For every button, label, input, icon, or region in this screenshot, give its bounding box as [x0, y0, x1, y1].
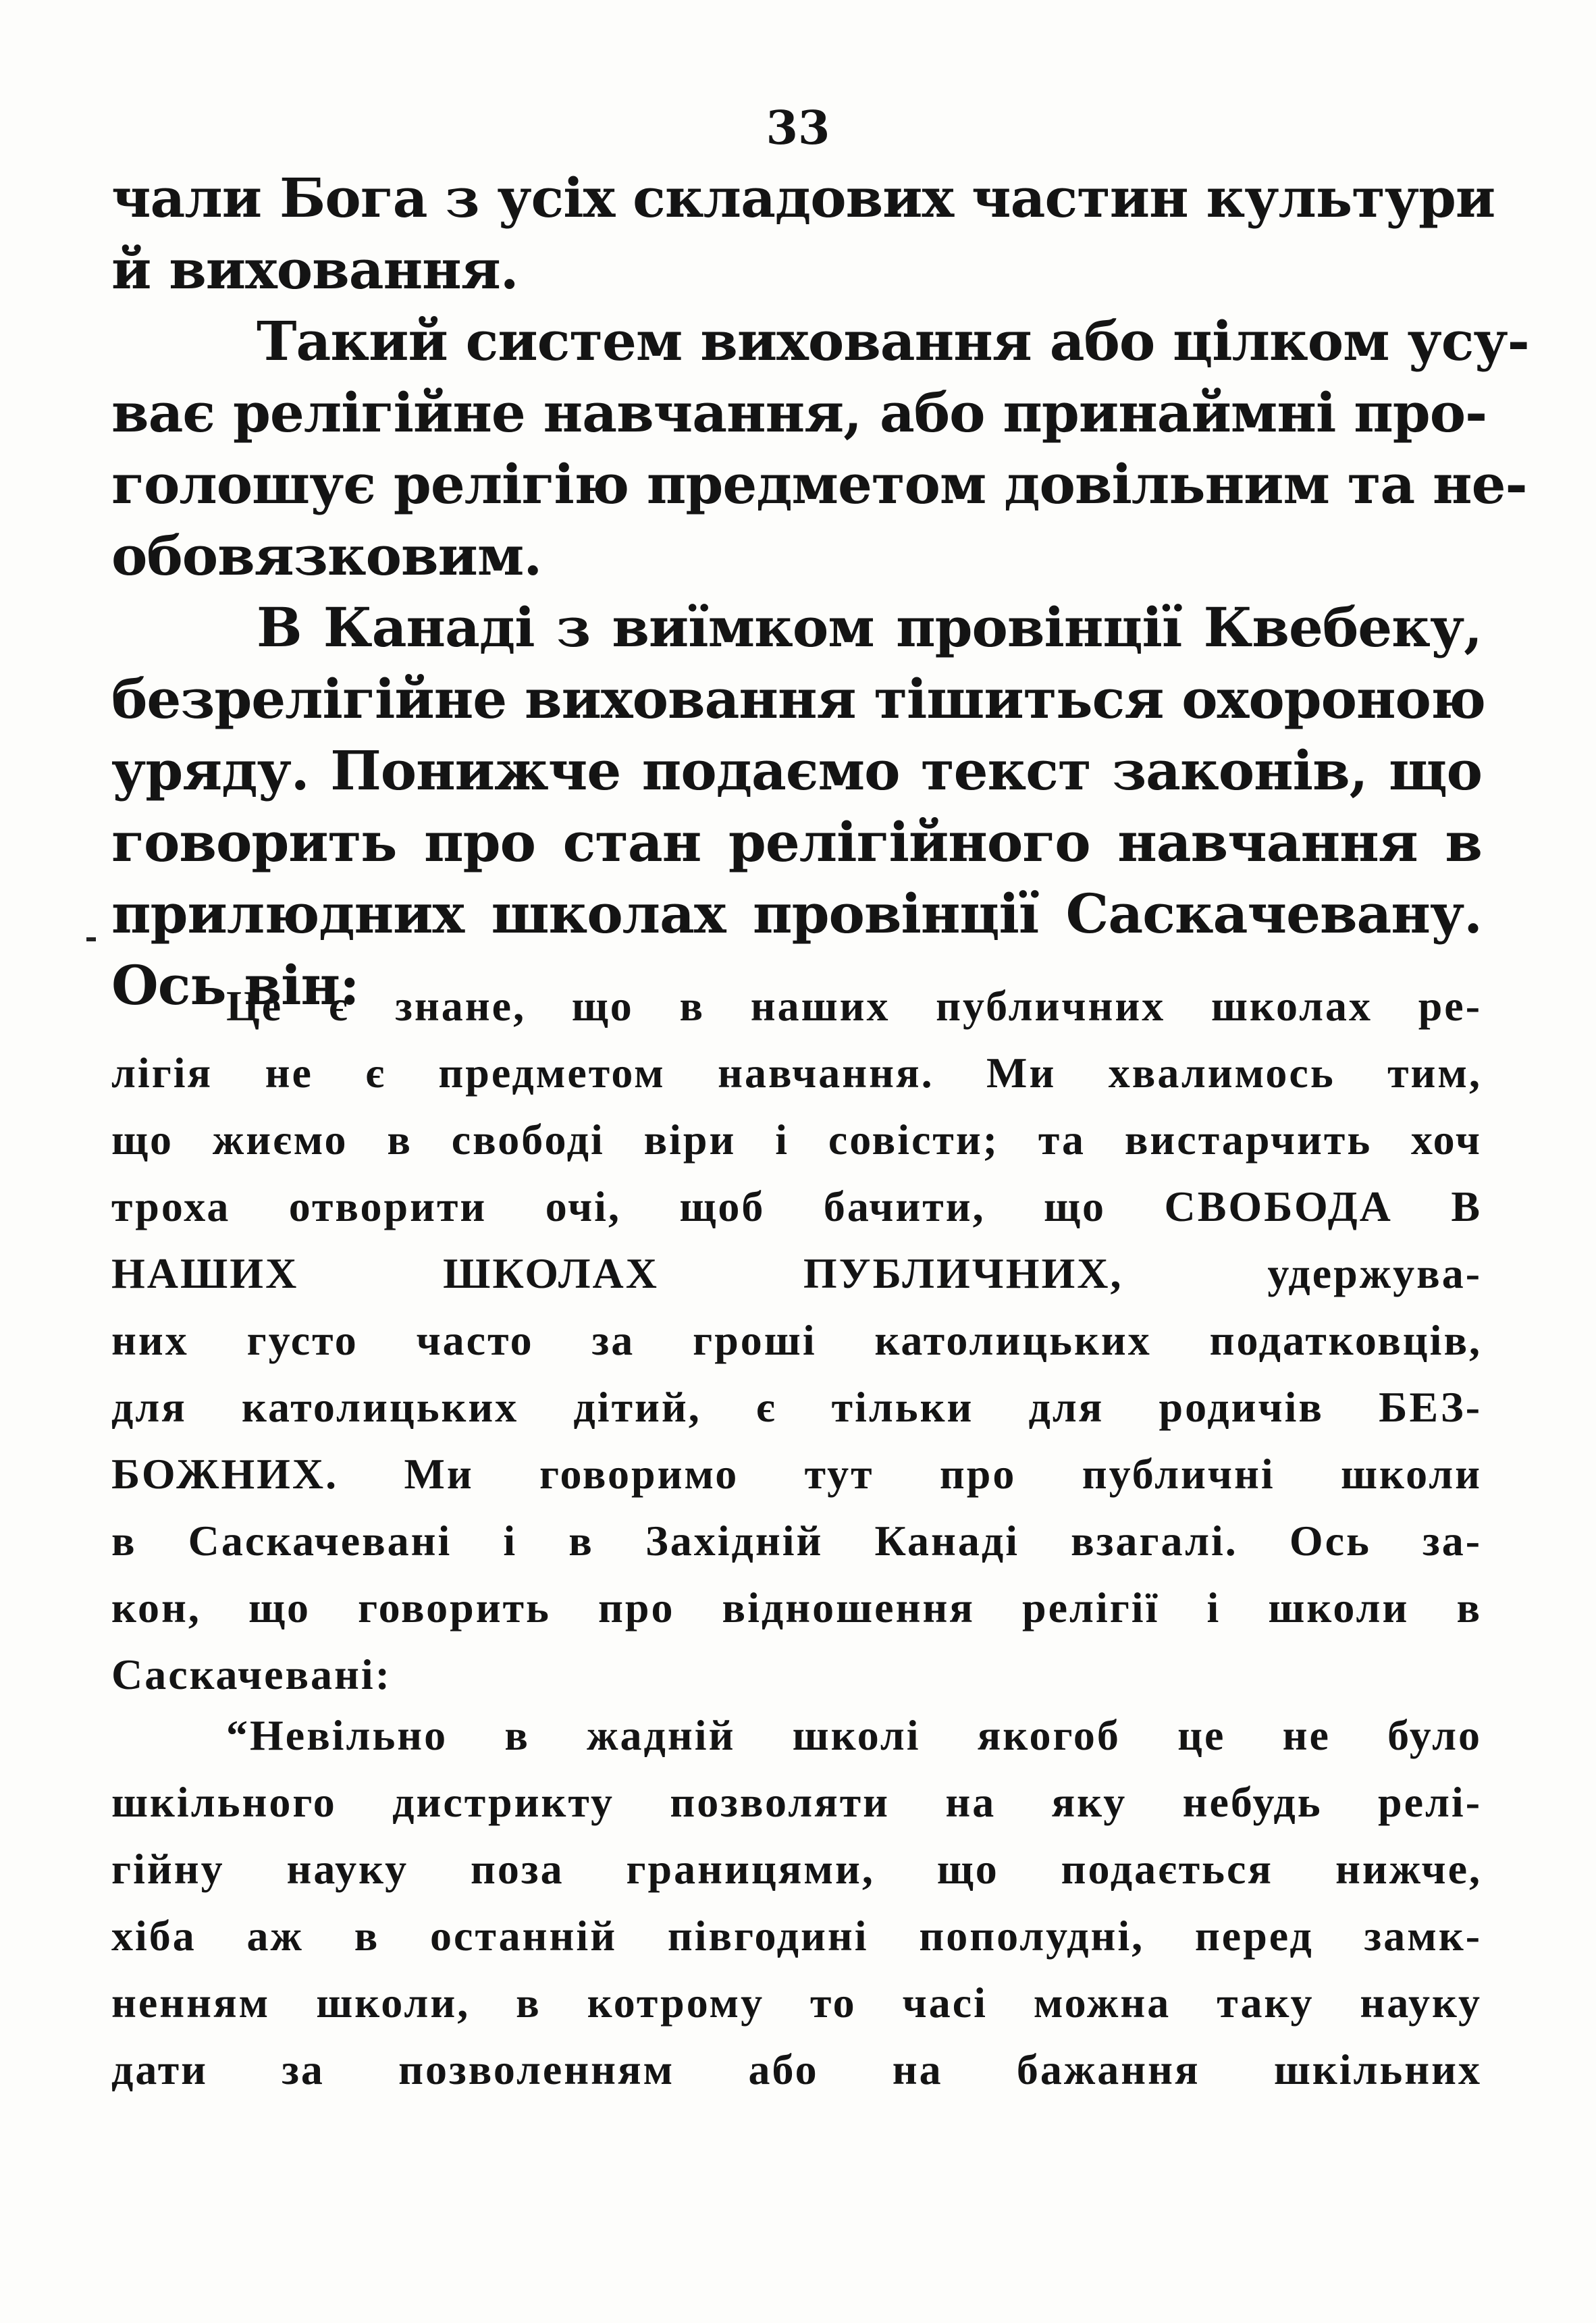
- quote-line: них густо часто за гроші католицьких податковців,: [111, 1316, 1482, 1364]
- text-line: уряду. Понижче подаємо текст законів, що: [111, 739, 1482, 802]
- margin-mark: [86, 937, 96, 941]
- quote-line: що жиємо в свободі віри і совісти; та вистарчить хоч: [111, 1116, 1482, 1164]
- text-line: Ось він:: [111, 954, 359, 1017]
- quote-line: “Невільно в жадній школі якогоб це не було: [226, 1711, 1482, 1759]
- text-line: й виховання.: [111, 238, 518, 301]
- text-line: прилюдних школах провінції Саскачевану.: [111, 882, 1482, 945]
- text-line: голошує релігію предметом довільним та не-: [111, 452, 1527, 516]
- text-line: говорить про стан релігійного навчання в: [111, 810, 1482, 874]
- quote-line: хіба аж в останній півгодині пополудні, перед замк-: [111, 1912, 1482, 1960]
- quote-line: БОЖНИХ. Ми говоримо тут про публичні школи: [111, 1450, 1482, 1498]
- quote-line: шкільного дистрикту позволяти на яку небудь релі-: [111, 1778, 1482, 1826]
- quote-line: Це є знане, що в наших публичних школах ре-: [226, 982, 1482, 1030]
- text-line: ває релігійне навчання, або принаймні про-: [111, 381, 1487, 444]
- quote-line: кон, що говорить про відношення релігії і школи в: [111, 1584, 1482, 1632]
- page-number: 33: [766, 101, 830, 155]
- quote-line: для католицьких дітий, є тільки для родичів БЕЗ-: [111, 1383, 1482, 1431]
- quote-line: троха отворити очі, щоб бачити, що СВОБОДА В: [111, 1182, 1482, 1230]
- text-line: В Канаді з виїмком провінції Квебеку,: [257, 596, 1482, 659]
- quote-line: гійну науку поза границями, що подається нижче,: [111, 1845, 1482, 1893]
- quote-line: лігія не є предметом навчання. Ми хвалимось тим,: [111, 1049, 1482, 1097]
- quote-line: дати за позволенням або на бажання шкільних: [111, 2045, 1482, 2093]
- text-line: безрелігійне виховання тішиться охороною: [111, 667, 1485, 731]
- quote-paragraph-1: [111, 972, 1482, 1708]
- text-line: чали Бога з усіх складових частин культури: [111, 166, 1495, 230]
- quote-line: НАШИХ ШКОЛАХ ПУБЛИЧНИХ, удержува-: [111, 1249, 1482, 1297]
- quote-paragraph-2: [111, 1702, 1482, 2103]
- main-text: [111, 162, 1529, 1021]
- quote-line: Саскачевані:: [111, 1650, 392, 1698]
- text-line: Такий систем виховання або цілком усу-: [257, 309, 1529, 373]
- quote-line: ненням школи, в котрому то часі можна таку науку: [111, 1979, 1482, 2027]
- text-line: обовязковим.: [111, 524, 542, 588]
- quote-line: в Саскачевані і в Західній Канаді взагалі. Ось за-: [111, 1517, 1482, 1565]
